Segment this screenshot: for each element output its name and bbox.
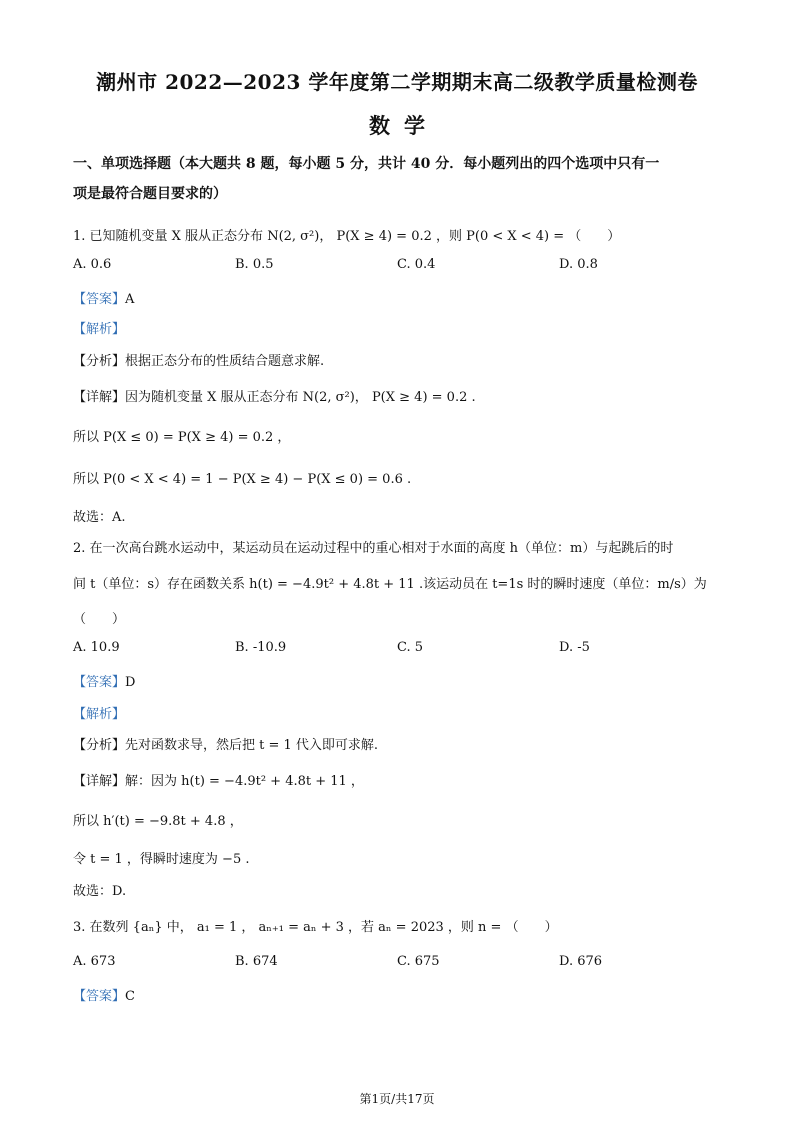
q2-step2: 令 t = 1 ，得瞬时速度为 −5 . bbox=[73, 852, 250, 867]
q3-stem: 3. 在数列 {aₙ} 中， a₁ = 1 ， aₙ₊₁ = aₙ + 3 ，若 aₙ = 2023 ，则 n = （ ） bbox=[73, 920, 558, 935]
q2-step1: 所以 h′(t) = −9.8t + 4.8 ， bbox=[73, 814, 243, 829]
fenxi-text: 先对函数求导，然后把 t = 1 代入即可求解. bbox=[125, 738, 379, 753]
q2-option-a: A. 10.9 bbox=[73, 640, 120, 655]
q1-option-b: B. 0.5 bbox=[235, 257, 274, 272]
q2-stem-line2: 间 t（单位：s）存在函数关系 h(t) = −4.9t² + 4.8t + 11 .该运动员在 t=1s 时的瞬时速度（单位：m/s）为 bbox=[73, 577, 707, 592]
q2-detail bbox=[73, 770, 364, 789]
fenxi-tag: 【分析】 bbox=[73, 354, 126, 369]
answer-value: D bbox=[125, 675, 136, 690]
answer-tag: 【答案】 bbox=[73, 675, 126, 690]
answer-value: A bbox=[125, 292, 135, 307]
detail-tag: 【详解】 bbox=[73, 774, 126, 789]
q2-fenxi bbox=[73, 734, 378, 753]
q1-analysis-tag: 【解析】 bbox=[73, 322, 126, 337]
q1-step2: 所以 P(0 < X < 4) = 1 − P(X ≥ 4) − P(X ≤ 0) = 0.6 . bbox=[73, 472, 412, 487]
subject-heading: 数学 bbox=[369, 113, 439, 138]
q1-option-d: D. 0.8 bbox=[559, 257, 598, 272]
q3-answer bbox=[73, 985, 135, 1004]
exam-title: 潮州市 2022—2023 学年度第二学期期末高二级教学质量检测卷 bbox=[96, 70, 698, 94]
q1-stem: 1. 已知随机变量 X 服从正态分布 N(2, σ²)， P(X ≥ 4) = 0.2 ，则 P(0 < X < 4) = （ ） bbox=[73, 229, 621, 244]
q2-stem-line3: （ ） bbox=[73, 612, 126, 627]
q1-detail bbox=[73, 386, 476, 405]
q1-step1: 所以 P(X ≤ 0) = P(X ≥ 4) = 0.2 ， bbox=[73, 430, 291, 445]
fenxi-text: 根据正态分布的性质结合题意求解. bbox=[125, 354, 325, 369]
answer-tag: 【答案】 bbox=[73, 989, 126, 1004]
section-heading-line2: 项是最符合题目要求的） bbox=[73, 186, 227, 202]
q2-analysis-tag: 【解析】 bbox=[73, 707, 126, 722]
q2-stem-line1: 2. 在一次高台跳水运动中，某运动员在运动过程中的重心相对于水面的高度 h（单位：m）与起跳后的时 bbox=[73, 541, 674, 556]
q1-choose: 故选：A. bbox=[73, 510, 126, 525]
detail-text: 解：因为 h(t) = −4.9t² + 4.8t + 11 ， bbox=[125, 774, 364, 789]
q2-option-d: D. -5 bbox=[559, 640, 590, 655]
detail-tag: 【详解】 bbox=[73, 390, 126, 405]
q1-fenxi bbox=[73, 350, 324, 369]
q1-option-c: C. 0.4 bbox=[397, 257, 436, 272]
detail-text: 因为随机变量 X 服从正态分布 N(2, σ²)， P(X ≥ 4) = 0.2 . bbox=[125, 390, 476, 405]
q3-option-c: C. 675 bbox=[397, 954, 440, 969]
q1-option-a: A. 0.6 bbox=[73, 257, 112, 272]
section-heading-line1: 一、单项选择题（本大题共 8 题，每小题 5 分，共计 40 分．每小题列出的四个选项中只有一 bbox=[73, 156, 660, 172]
q3-option-a: A. 673 bbox=[73, 954, 116, 969]
q2-option-b: B. -10.9 bbox=[235, 640, 287, 655]
q2-choose: 故选：D. bbox=[73, 884, 127, 899]
page-footer: 第1页/共17页 bbox=[359, 1092, 435, 1106]
q3-option-d: D. 676 bbox=[559, 954, 603, 969]
fenxi-tag: 【分析】 bbox=[73, 738, 126, 753]
q2-option-c: C. 5 bbox=[397, 640, 424, 655]
answer-value: C bbox=[125, 989, 135, 1004]
q3-option-b: B. 674 bbox=[235, 954, 278, 969]
answer-tag: 【答案】 bbox=[73, 292, 126, 307]
q1-answer bbox=[73, 288, 134, 307]
q2-answer bbox=[73, 671, 135, 690]
